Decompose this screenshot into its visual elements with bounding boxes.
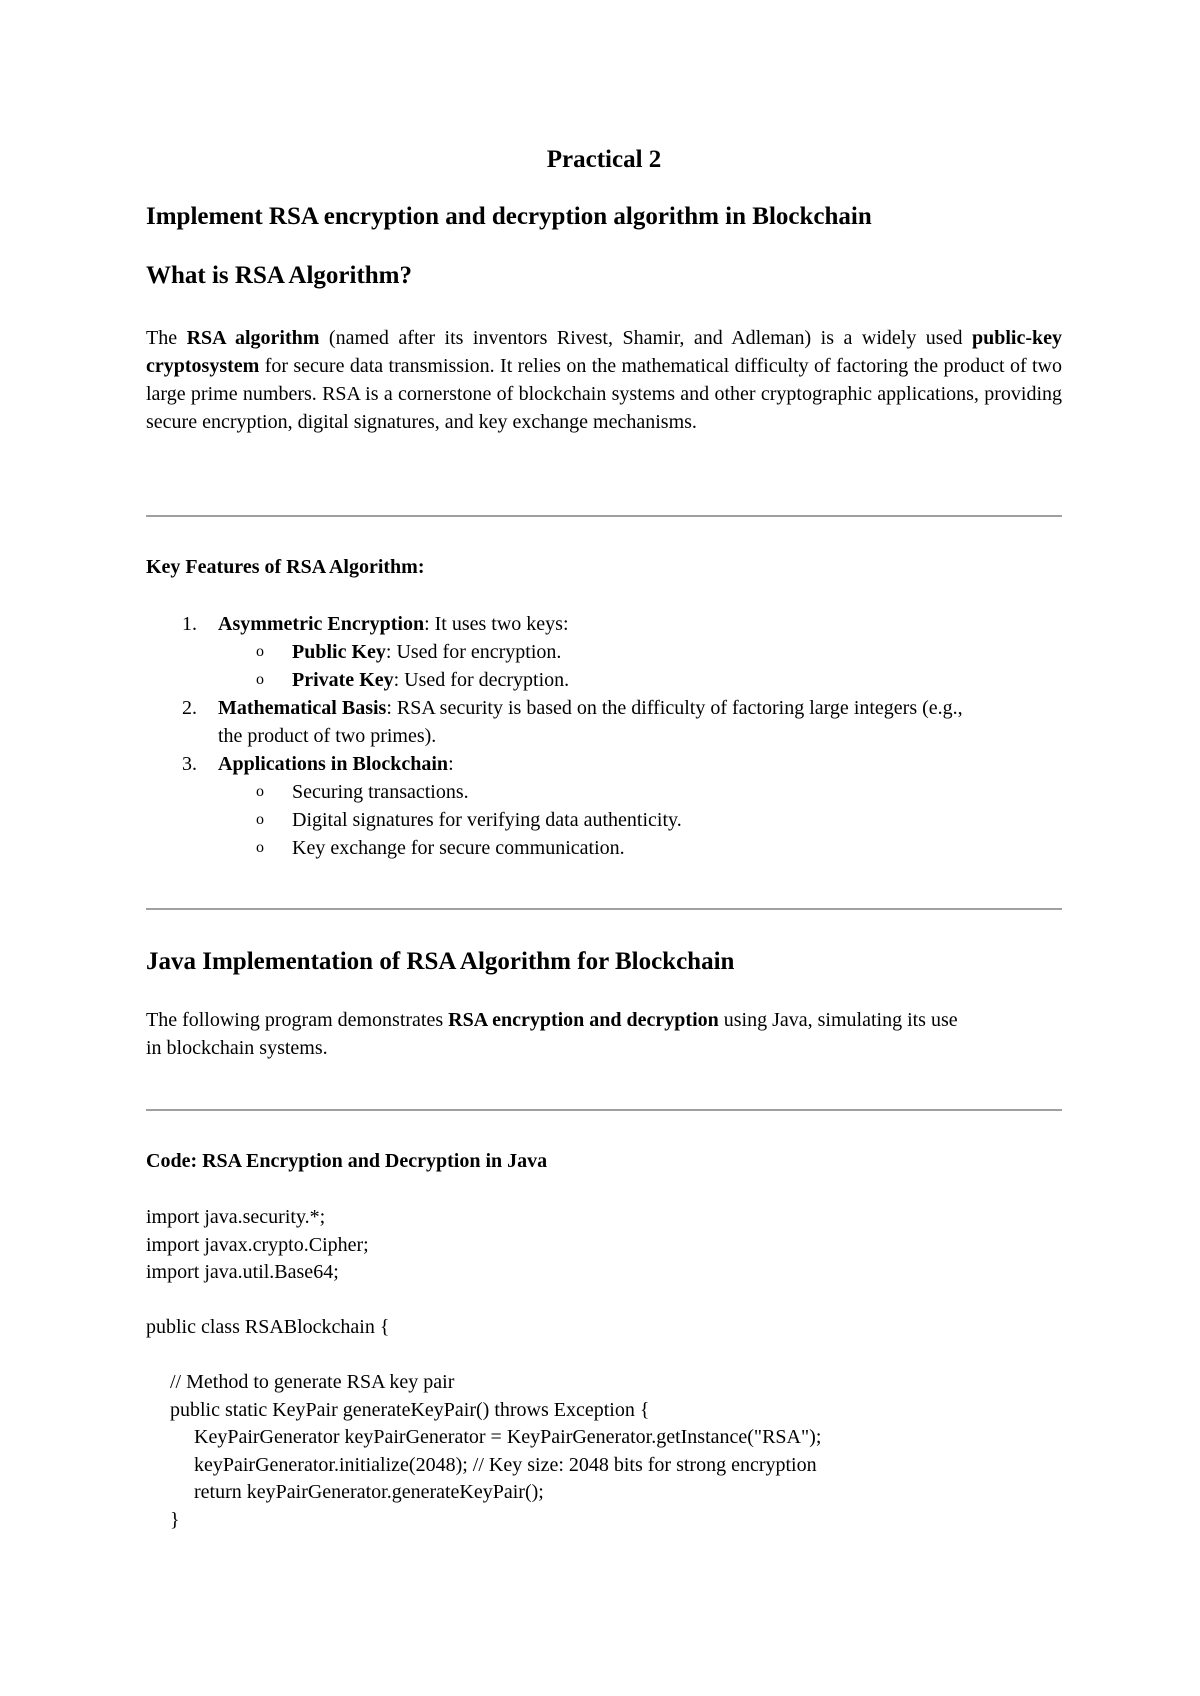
code-line: } <box>170 1508 180 1531</box>
divider-1 <box>146 515 1062 517</box>
feature-subitem <box>146 778 1062 806</box>
bullet-icon: o <box>256 839 264 856</box>
subitem-label: Public Key <box>292 641 386 663</box>
intro-bold-rsa: RSA algorithm <box>186 327 320 349</box>
features-list <box>146 610 1062 862</box>
feature-number: 1. <box>182 613 197 635</box>
code-heading: Code: RSA Encryption and Decryption in Java <box>146 1150 548 1172</box>
feature-label: Asymmetric Encryption <box>218 613 425 635</box>
code-line <box>146 1287 1062 1315</box>
subitem-text: Securing transactions. <box>292 781 469 803</box>
feature-item-3 <box>146 750 1062 778</box>
java-intro-paragraph <box>146 1006 966 1062</box>
code-line: public static KeyPair generateKeyPair() throws Exception { <box>170 1398 650 1421</box>
code-line: keyPairGenerator.initialize(2048); // Key size: 2048 bits for strong encryption <box>194 1453 817 1476</box>
java-heading: Java Implementation of RSA Algorithm for Blockchain <box>146 948 735 975</box>
java-intro-bold: RSA encryption and decryption <box>448 1009 719 1031</box>
subitem-text: : Used for encryption. <box>385 641 562 663</box>
intro-bold-pkc: public-key cryptosystem <box>146 327 1063 377</box>
feature-text: : RSA security is based on the difficulty of factoring large integers (e.g., the product of two primes). <box>218 697 963 747</box>
code-line: import java.util.Base64; <box>146 1261 339 1283</box>
code-line <box>146 1342 1062 1370</box>
code-block <box>146 1204 1062 1534</box>
feature-subitem <box>146 666 1062 694</box>
code-line: public class RSABlockchain { <box>146 1316 390 1338</box>
bullet-icon: o <box>256 783 264 800</box>
bullet-icon: o <box>256 643 264 660</box>
feature-number: 3. <box>182 753 197 775</box>
feature-subitem <box>146 834 1062 862</box>
what-is-rsa-heading: What is RSA Algorithm? <box>146 262 413 289</box>
feature-text: : <box>448 753 454 775</box>
intro-text-1: The <box>146 327 187 349</box>
feature-text: : It uses two keys: <box>424 613 569 635</box>
main-heading: Implement RSA encryption and decryption algorithm in Blockchain <box>146 203 872 230</box>
divider-3 <box>146 1109 1062 1111</box>
code-line: KeyPairGenerator keyPairGenerator = KeyPairGenerator.getInstance("RSA"); <box>194 1426 822 1448</box>
feature-item-1 <box>146 610 1062 638</box>
feature-subitem <box>146 638 1062 666</box>
intro-text-3: for secure data transmission. It relies on the mathematical difficulty of factoring the product of two large prime numbers. RSA is a cornerstone of blockchain systems and other cryptographic applications, providing secure encryption, digital signatures, and key exchange mechanisms. <box>146 355 1062 433</box>
code-line: import java.security.*; <box>146 1206 326 1228</box>
java-intro-text-1: The following program demonstrates <box>146 1009 449 1031</box>
bullet-icon: o <box>256 671 264 688</box>
feature-number: 2. <box>182 697 197 719</box>
code-line: // Method to generate RSA key pair <box>170 1371 455 1393</box>
feature-label: Mathematical Basis <box>218 697 387 719</box>
java-intro-text-2: using Java, simulating its use in blockchain systems. <box>146 1009 958 1059</box>
intro-text-2: (named after its inventors Rivest, Shamir, and Adleman) is a widely used <box>319 327 972 349</box>
subitem-text: : Used for decryption. <box>393 669 570 691</box>
features-heading: Key Features of RSA Algorithm: <box>146 556 425 578</box>
code-line: import javax.crypto.Cipher; <box>146 1233 369 1256</box>
page-title: Practical 2 <box>546 146 662 173</box>
bullet-icon: o <box>256 811 264 828</box>
subitem-text: Digital signatures for verifying data authenticity. <box>292 809 682 831</box>
intro-paragraph <box>146 324 1062 436</box>
subitem-label: Private Key <box>292 669 394 691</box>
divider-2 <box>146 908 1062 910</box>
feature-label: Applications in Blockchain <box>218 753 449 775</box>
feature-item-2 <box>146 694 988 750</box>
subitem-text: Key exchange for secure communication. <box>292 837 625 859</box>
code-line: return keyPairGenerator.generateKeyPair(); <box>194 1481 544 1503</box>
feature-subitem <box>146 806 1062 834</box>
